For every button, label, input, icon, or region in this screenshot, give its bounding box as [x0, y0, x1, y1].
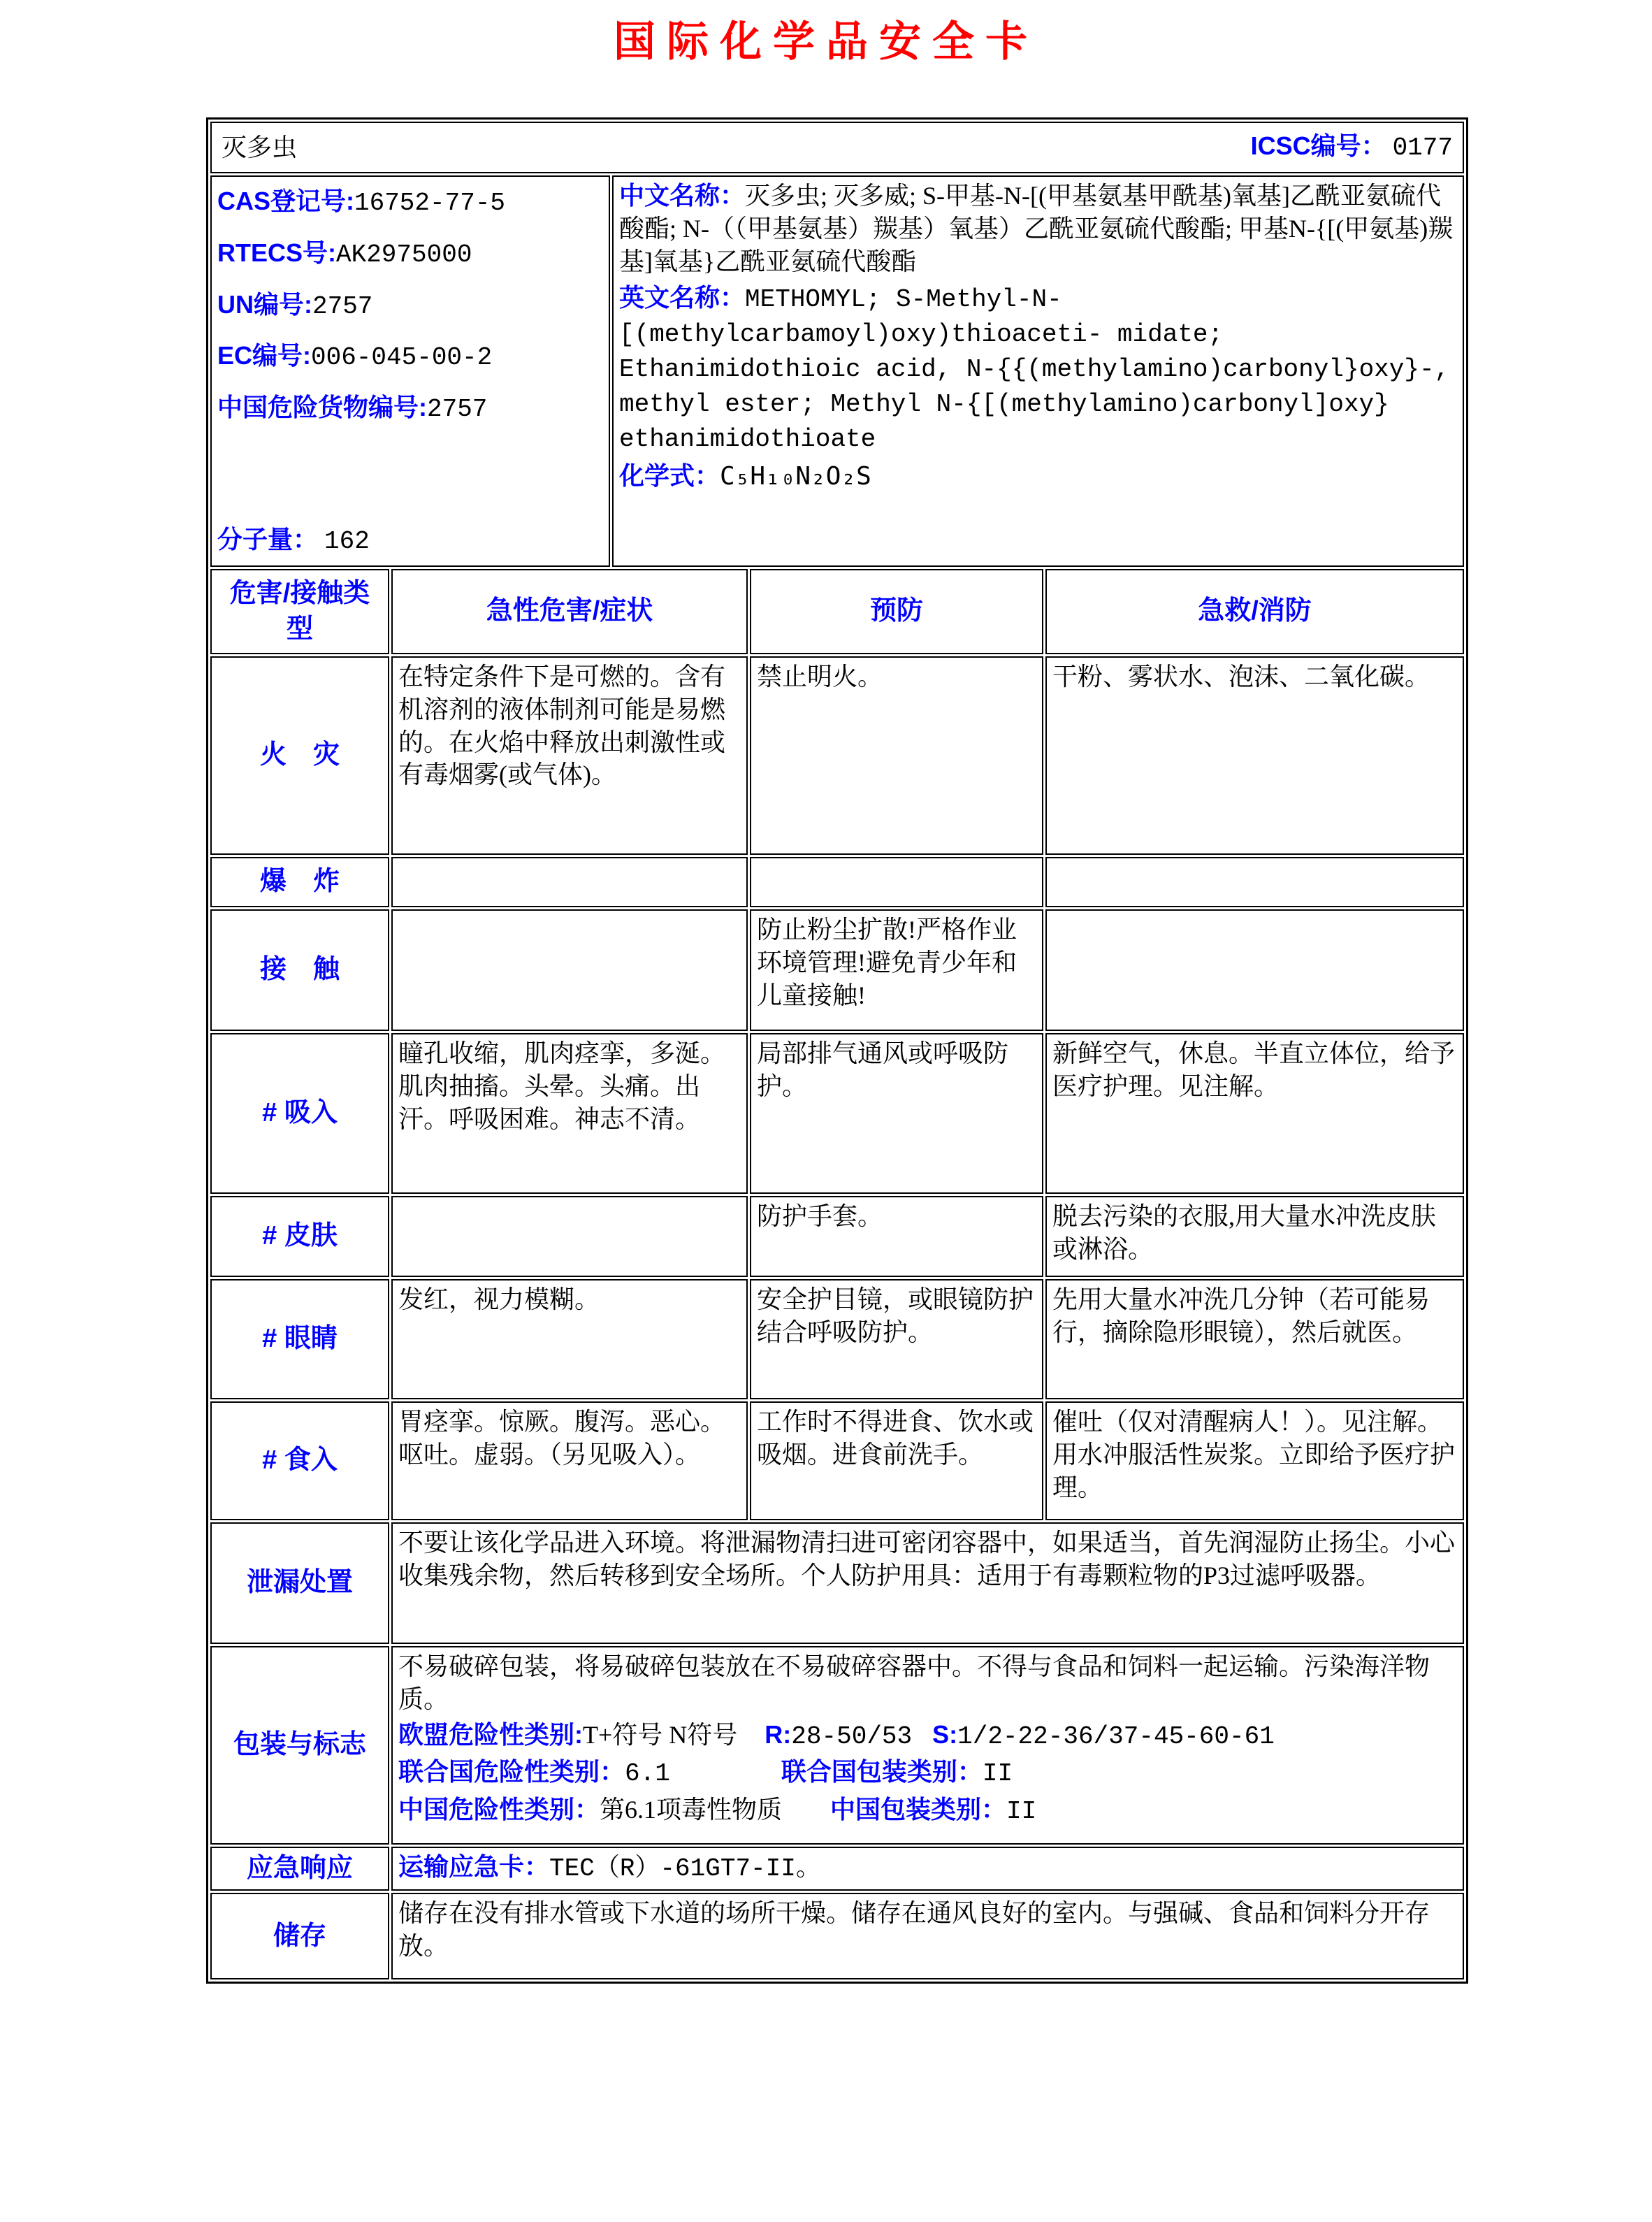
inhalation-symptoms-cell: 瞳孔收缩，肌肉痉挛，多涎。肌肉抽搐。头晕。头痛。出汗。呼吸困难。神志不清。	[391, 1033, 748, 1194]
packaging-row	[210, 1646, 1464, 1845]
r-phrases-label: R:	[765, 1719, 792, 1749]
fire-symptoms-cell: 在特定条件下是可燃的。含有机溶剂的液体制剂可能是易燃的。在火焰中释放出刺激性或有毒烟雾(或气体)。	[391, 656, 748, 855]
un-hazard-class-label: 联合国危险性类别：	[398, 1757, 625, 1787]
card-header-cell	[210, 122, 1464, 173]
s-phrases-value: 1/2-22-36/37-45-60-61	[957, 1722, 1275, 1751]
spillage-label: 泄漏处置	[210, 1522, 389, 1644]
exposure-symptoms-cell	[391, 909, 748, 1031]
hazard-header-row	[210, 569, 1464, 654]
inhalation-firstaid-cell: 新鲜空气，休息。半直立体位，给予医疗护理。见注解。	[1045, 1033, 1464, 1194]
spillage-row	[210, 1522, 1464, 1644]
eyes-prevention-cell: 安全护目镜，或眼镜防护结合呼吸防护。	[750, 1279, 1043, 1399]
ingestion-firstaid-cell: 催吐（仅对清醒病人！）。见注解。用水冲服活性炭浆。立即给予医疗护理。	[1045, 1401, 1464, 1520]
hazard-row-exposure	[210, 909, 1464, 1031]
china-dg-number-value: 2757	[427, 395, 488, 424]
un-number-value: 2757	[312, 291, 373, 321]
emergency-label: 应急响应	[210, 1847, 389, 1891]
ingestion-symptoms-cell: 胃痉挛。惊厥。腹泻。恶心。呕吐。虚弱。（另见吸入）。	[391, 1401, 748, 1520]
packaging-label: 包装与标志	[210, 1646, 389, 1845]
formula-para	[619, 460, 1457, 493]
inhalation-label: # 吸入	[210, 1033, 389, 1194]
rtecs-number-line	[217, 237, 603, 272]
cn-hazard-class-value: 第6.1项毒性物质	[600, 1796, 783, 1824]
cn-pack-group-label: 中国包装类别：	[830, 1795, 1007, 1824]
emergency-content-cell	[391, 1847, 1464, 1891]
cn-hazard-class-label: 中国危险性类别：	[398, 1795, 600, 1824]
explosion-prevention-cell	[750, 857, 1043, 907]
exposure-prevention-cell: 防止粉尘扩散!严格作业环境管理!避免青少年和儿童接触!	[750, 909, 1043, 1031]
un-pack-group-label: 联合国包装类别：	[781, 1757, 983, 1787]
eu-class-value: T+符号 N符号	[583, 1720, 738, 1749]
ec-number-value: 006-045-00-2	[311, 343, 493, 373]
formula-label: 化学式：	[619, 461, 720, 491]
english-name-label: 英文名称：	[619, 283, 746, 312]
icsc-number	[1251, 130, 1453, 165]
hazard-row-eyes	[210, 1279, 1464, 1399]
un-classification-line	[398, 1756, 1457, 1791]
identifiers-cell	[210, 175, 610, 567]
english-name-para	[619, 282, 1457, 456]
transport-card-value: TEC（R）-61GT7-II。	[549, 1854, 821, 1883]
r-phrases-value: 28-50/53	[791, 1722, 913, 1751]
un-number-line	[217, 289, 603, 324]
card-header-row	[210, 122, 1464, 173]
hazard-row-fire	[210, 656, 1464, 855]
storage-text-cell: 储存在没有排水管或下水道的场所干燥。储存在通风良好的室内。与强碱、食品和饲料分开存放。	[391, 1893, 1464, 1979]
cas-number-label: CAS登记号:	[217, 187, 354, 215]
cas-number-value: 16752-77-5	[354, 189, 506, 217]
china-dg-number-line	[217, 391, 603, 426]
emergency-row	[210, 1847, 1464, 1891]
eu-classification-line	[398, 1719, 1457, 1754]
fire-firefighting-cell: 干粉、雾状水、泡沫、二氧化碳。	[1045, 656, 1464, 855]
hazard-row-skin	[210, 1196, 1464, 1277]
header-firstaid-firefighting: 急救/消防	[1045, 569, 1464, 654]
header-hazard-type: 危害/接触类型	[210, 569, 389, 654]
un-hazard-class-value: 6.1	[625, 1759, 670, 1789]
skin-symptoms-cell	[391, 1196, 748, 1277]
page-title: 国际化学品安全卡	[614, 18, 1038, 65]
rtecs-number-value: AK2975000	[336, 240, 472, 269]
ec-number-line	[217, 340, 603, 375]
explosion-firefighting-cell	[1045, 857, 1464, 907]
packaging-content-cell	[391, 1646, 1464, 1845]
skin-label: # 皮肤	[210, 1196, 389, 1277]
china-dg-number-label: 中国危险货物编号:	[217, 393, 427, 422]
storage-row	[210, 1893, 1464, 1979]
un-number-label: UN编号:	[217, 289, 312, 319]
s-phrases-label: S:	[932, 1719, 958, 1749]
icsc-number-value: 0177	[1392, 134, 1453, 163]
header-prevention: 预防	[750, 569, 1043, 654]
storage-label: 储存	[210, 1893, 389, 1979]
fire-prevention-cell: 禁止明火。	[750, 656, 1043, 855]
cas-number-line	[217, 185, 603, 220]
icsc-number-label: ICSC编号：	[1250, 131, 1386, 161]
chinese-name-para	[619, 180, 1457, 277]
molecular-weight-label: 分子量：	[217, 525, 319, 554]
eyes-label: # 眼睛	[210, 1279, 389, 1399]
hazard-row-explosion	[210, 857, 1464, 907]
ingestion-prevention-cell: 工作时不得进食、饮水或吸烟。进食前洗手。	[750, 1401, 1043, 1520]
exposure-label: 接 触	[210, 909, 389, 1031]
cn-pack-group-value: II	[1006, 1797, 1037, 1826]
header-symptoms: 急性危害/症状	[391, 569, 748, 654]
chemical-name: 灭多虫	[222, 133, 298, 161]
eyes-firstaid-cell: 先用大量水冲洗几分钟（若可能易行，摘除隐形眼镜），然后就医。	[1045, 1279, 1464, 1399]
ec-number-label: EC编号:	[217, 341, 311, 370]
icsc-card	[206, 117, 1468, 1984]
molecular-weight-line	[217, 524, 603, 558]
eu-class-label: 欧盟危险性类别:	[398, 1719, 583, 1749]
explosion-symptoms-cell	[391, 857, 748, 907]
molecular-weight-value: 162	[324, 527, 370, 556]
chinese-name-label: 中文名称：	[619, 181, 746, 210]
packaging-intro: 不易破碎包装，将易破碎包装放在不易破碎容器中。不得与食品和饲料一起运输。污染海洋物质。	[398, 1652, 1430, 1713]
cn-classification-line	[398, 1794, 1457, 1828]
english-name-value: METHOMYL; S-Methyl-N-[(methylcarbamoyl)oxy)thioaceti- midate; Ethanimidothioic acid, N-{{(methylamino)carbonyl}oxy}-, methyl ester; Methyl N-{[(methylamino)carbonyl]oxy} ethanimidothioate	[619, 285, 1450, 454]
hazard-row-inhalation	[210, 1033, 1464, 1194]
names-cell	[612, 175, 1464, 567]
eyes-symptoms-cell: 发红，视力模糊。	[391, 1279, 748, 1399]
skin-firstaid-cell: 脱去污染的衣服,用大量水冲洗皮肤或淋浴。	[1045, 1196, 1464, 1277]
spillage-text-cell: 不要让该化学品进入环境。将泄漏物清扫进可密闭容器中，如果适当，首先润湿防止扬尘。小心收集残余物，然后转移到安全场所。个人防护用具：适用于有毒颗粒物的P3过滤呼吸器。	[391, 1522, 1464, 1644]
exposure-firstaid-cell	[1045, 909, 1464, 1031]
formula-value: C₅H₁₀N₂O₂S	[720, 462, 871, 491]
un-pack-group-value: II	[982, 1759, 1013, 1789]
inhalation-prevention-cell: 局部排气通风或呼吸防护。	[750, 1033, 1043, 1194]
chinese-name-value: 灭多虫; 灭多威; S-甲基-N-[(甲基氨基甲酰基)氧基]乙酰亚氨硫代酸酯; N-（（甲基氨基）羰基）氧基）乙酰亚氨硫代酸酯; 甲基N-{[(甲氨基)羰基]氧基}乙酰亚氨硫代酸酯	[619, 182, 1454, 275]
fire-label: 火 灾	[210, 656, 389, 855]
identifiers-row	[210, 175, 1464, 567]
hazard-row-ingestion	[210, 1401, 1464, 1520]
explosion-label: 爆 炸	[210, 857, 389, 907]
transport-card-label: 运输应急卡：	[398, 1852, 550, 1881]
ingestion-label: # 食入	[210, 1401, 389, 1520]
rtecs-number-label: RTECS号:	[217, 238, 336, 267]
identifier-list	[217, 185, 603, 443]
skin-prevention-cell: 防护手套。	[750, 1196, 1043, 1277]
